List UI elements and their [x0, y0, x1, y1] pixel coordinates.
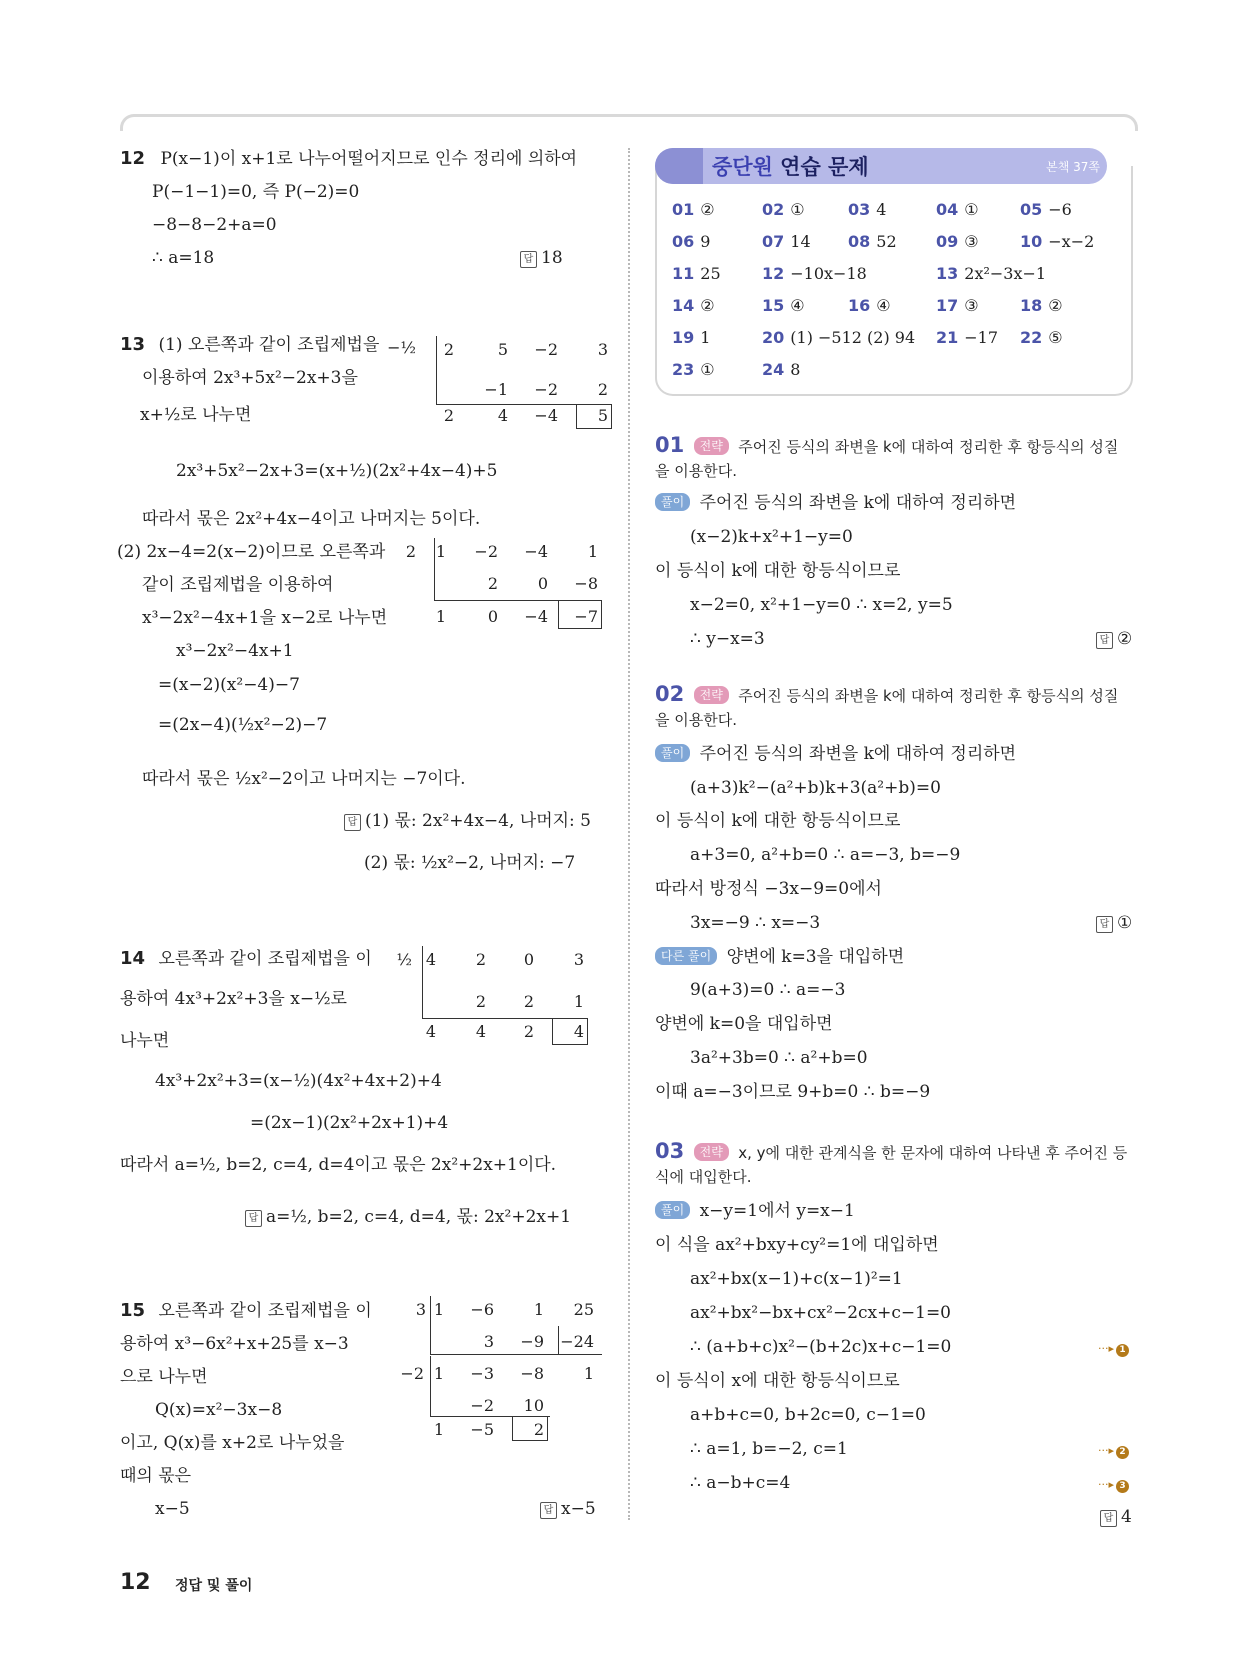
answer-item — [936, 232, 979, 251]
answer-item-number: 17 — [936, 296, 959, 315]
solution-line — [655, 1200, 855, 1222]
problem-15 — [120, 1300, 372, 1322]
text-line: 주어진 등식의 좌변을 k에 대하여 정리하면 — [699, 744, 1017, 764]
answer-mark-icon: 답 — [1100, 1510, 1117, 1527]
solution-number: 02 — [655, 682, 685, 706]
coef: 0 — [487, 607, 498, 626]
coef: 1 — [435, 542, 446, 561]
answer-item-value: ② — [1048, 296, 1063, 315]
answer-item-number: 21 — [936, 328, 959, 347]
answer-item-value: 2x²−3x−1 — [964, 264, 1047, 283]
coef: −24 — [560, 1332, 594, 1351]
problem-number: 13 — [120, 334, 146, 355]
answer-item-value: (1) −512 (2) 94 — [790, 328, 916, 347]
strategy-text: 주어진 등식의 좌변을 k에 대하여 정리한 후 항등식의 성질 — [738, 687, 1119, 705]
remainder: 5 — [597, 406, 608, 425]
answer-item-number: 06 — [672, 232, 695, 251]
answer-item-value: −17 — [964, 328, 999, 347]
equation: 2x³+5x²−2x+3=(x+½)(2x²+4x−4)+5 — [176, 461, 498, 481]
answer-item — [672, 264, 721, 283]
text-line: 때의 몫은 — [120, 1466, 192, 1486]
remainder: 2 — [533, 1420, 544, 1439]
section-title-b: 연습 문제 — [780, 155, 869, 179]
answer-item-value: ④ — [876, 296, 891, 315]
answer-item-number: 13 — [936, 264, 959, 283]
column-divider — [628, 148, 630, 1520]
coef: −4 — [534, 406, 558, 425]
strategy-text: x, y에 대한 관계식을 한 문자에 대하여 나타낸 후 주어진 등 — [738, 1144, 1128, 1162]
text-line: (1) 오른쪽과 같이 조립제법을 — [158, 335, 380, 355]
coef: −2 — [474, 542, 498, 561]
answer-item-number: 12 — [762, 264, 785, 283]
problem-number: 15 — [120, 1300, 146, 1321]
answer-item-value: ① — [964, 200, 979, 219]
coef: 2 — [475, 992, 486, 1011]
remainder: 4 — [573, 1022, 584, 1041]
coef: 0 — [523, 950, 534, 969]
text-line: 으로 나누면 — [120, 1367, 208, 1387]
alt-solution-line — [655, 946, 904, 968]
answer-item — [1020, 232, 1094, 251]
divisor: 3 — [415, 1300, 426, 1319]
coef: 2 — [523, 1022, 534, 1041]
text-line: x³−2x²−4x+1을 x−2로 나누면 — [142, 608, 388, 628]
answer-item-number: 16 — [848, 296, 871, 315]
answer-item-value: 1 — [700, 328, 711, 347]
equation: ax²+bx(x−1)+c(x−1)²=1 — [690, 1269, 903, 1289]
answer-badge — [1096, 912, 1132, 934]
coef: 3 — [483, 1332, 494, 1351]
solution-tag: 풀이 — [655, 744, 690, 762]
answer-item — [762, 296, 805, 315]
answer-mark-icon: 답 — [1096, 916, 1113, 933]
text-line: −8−8−2+a=0 — [152, 215, 277, 235]
answer-item-number: 04 — [936, 200, 959, 219]
coef: 0 — [537, 574, 548, 593]
coef: −2 — [534, 380, 558, 399]
answer-item — [672, 200, 715, 219]
answer-item-value: −10x−18 — [790, 264, 867, 283]
answer-item-number: 11 — [672, 264, 695, 283]
text-line: x+½로 나누면 — [140, 405, 252, 425]
equation: ∴ y−x=3 — [690, 629, 765, 649]
text-line: 같이 조립제법을 이용하여 — [142, 575, 334, 595]
alt-solution-tag: 다른 풀이 — [655, 947, 717, 965]
answer-item-value: −x−2 — [1048, 232, 1095, 251]
coef: 2 — [523, 992, 534, 1011]
answer-item — [762, 200, 805, 219]
coef: 1 — [433, 1420, 444, 1439]
text-line: 용하여 4x³+2x²+3을 x−½로 — [120, 989, 347, 1009]
coef: 1 — [587, 542, 598, 561]
answer-item — [848, 296, 891, 315]
answer-item — [1020, 200, 1072, 219]
strategy-text: 을 이용한다. — [655, 462, 737, 480]
answer-item-number: 23 — [672, 360, 695, 379]
coef: −1 — [484, 380, 508, 399]
text-line: 양변에 k=3을 대입하면 — [726, 947, 905, 967]
equation: 3a²+3b=0 ∴ a²+b=0 — [690, 1048, 868, 1068]
answer-item — [672, 360, 715, 379]
problem-12 — [120, 148, 577, 170]
answer-value: a=½, b=2, c=4, d=4, 몫: 2x²+2x+1 — [266, 1207, 572, 1227]
text-line: 양변에 k=0을 대입하면 — [655, 1014, 833, 1034]
answer-item — [672, 232, 710, 251]
answer-item — [1020, 328, 1063, 347]
strategy-tag: 전략 — [694, 686, 729, 704]
step-marker-number: 3 — [1116, 1480, 1129, 1493]
text-line: 주어진 등식의 좌변을 k에 대하여 정리하면 — [699, 493, 1017, 513]
coef: 2 — [443, 406, 454, 425]
coef: −8 — [574, 574, 598, 593]
answer-item — [936, 200, 979, 219]
equation: x³−2x²−4x+1 — [176, 641, 294, 661]
answer-item-number: 10 — [1020, 232, 1043, 251]
strategy-text: 을 이용한다. — [655, 711, 737, 729]
divisor: ½ — [396, 950, 412, 969]
equation: 9(a+3)=0 ∴ a=−3 — [690, 980, 846, 1000]
answer-item-value: 4 — [876, 200, 887, 219]
step-marker: ···▸ 3 — [1098, 1472, 1129, 1496]
equation: (a+3)k²−(a²+b)k+3(a²+b)=0 — [690, 778, 941, 798]
top-frame — [120, 114, 1138, 131]
answer-item-number: 15 — [762, 296, 785, 315]
coef: 1 — [533, 1300, 544, 1319]
text-line: P(x−1)이 x+1로 나누어떨어지므로 인수 정리에 의하여 — [160, 149, 578, 169]
answer-item-number: 09 — [936, 232, 959, 251]
solution-02-strategy — [655, 683, 1118, 707]
answer-badge — [520, 247, 563, 269]
textbook-reference: 본책 37쪽 — [1046, 160, 1100, 174]
answer-value: ① — [1117, 913, 1133, 933]
divisor: 2 — [405, 542, 416, 561]
coef: 2 — [487, 574, 498, 593]
answer-item-value: ① — [790, 200, 805, 219]
equation: =(2x−1)(2x²+2x+1)+4 — [250, 1113, 449, 1133]
answer-item-value: 14 — [790, 232, 811, 251]
equation: ax²+bx²−bx+cx²−2cx+c−1=0 — [690, 1303, 952, 1323]
remainder: −7 — [574, 607, 598, 626]
equation: ∴ a=1, b=−2, c=1 — [690, 1439, 848, 1459]
coef: 2 — [597, 380, 608, 399]
answer-item-number: 05 — [1020, 200, 1043, 219]
coef: 4 — [425, 950, 436, 969]
answer-item-number: 19 — [672, 328, 695, 347]
answer-item — [936, 328, 998, 347]
remainder: 1 — [583, 1364, 594, 1383]
equation: =(2x−4)(½x²−2)−7 — [158, 715, 328, 735]
coef: −6 — [470, 1300, 494, 1319]
problem-13 — [120, 334, 379, 356]
answer-mark-icon: 답 — [245, 1210, 262, 1227]
answer-item — [672, 296, 715, 315]
coef: −9 — [520, 1332, 544, 1351]
text-line: 따라서 몫은 ½x²−2이고 나머지는 −7이다. — [142, 769, 466, 789]
coef: 3 — [573, 950, 584, 969]
step-marker-number: 1 — [1116, 1344, 1129, 1357]
coef: 1 — [433, 1364, 444, 1383]
answer-item-value: ③ — [964, 296, 979, 315]
answer-item-value: ② — [700, 296, 715, 315]
answer-item-value: ④ — [790, 296, 805, 315]
answer-item-value: ⑤ — [1048, 328, 1063, 347]
answer-value: ② — [1117, 629, 1133, 649]
coef: 4 — [497, 406, 508, 425]
answer-item — [1020, 296, 1063, 315]
coef: −8 — [520, 1364, 544, 1383]
strategy-tag: 전략 — [694, 437, 729, 455]
answer-item — [848, 232, 897, 251]
answer-item — [936, 296, 979, 315]
coef: 2 — [443, 340, 454, 359]
section-header-tab — [655, 148, 703, 184]
answer-badge — [245, 1206, 571, 1228]
answer-item-number: 24 — [762, 360, 785, 379]
answer-item-number: 02 — [762, 200, 785, 219]
divisor: −½ — [387, 338, 416, 357]
text-line: (2) 2x−4=2(x−2)이므로 오른쪽과 — [117, 542, 386, 562]
answer-item-value: −6 — [1048, 200, 1072, 219]
solution-line — [655, 743, 1016, 765]
equation: 3x=−9 ∴ x=−3 — [690, 913, 821, 933]
solution-tag: 풀이 — [655, 1201, 690, 1219]
text-line: 따라서 a=½, b=2, c=4, d=4이고 몫은 2x²+2x+1이다. — [120, 1155, 557, 1175]
answer-item-value: ① — [700, 360, 715, 379]
text-line: P(−1−1)=0, 즉 P(−2)=0 — [152, 182, 360, 202]
answer-mark-icon: 답 — [344, 814, 361, 831]
answer-item-number: 08 — [848, 232, 871, 251]
answer-item — [762, 360, 800, 379]
equation: a+3=0, a²+b=0 ∴ a=−3, b=−9 — [690, 845, 961, 865]
strategy-text: 식에 대입한다. — [655, 1168, 752, 1186]
text-line: 이 등식이 k에 대한 항등식이므로 — [655, 811, 901, 831]
answer-value: (2) 몫: ½x²−2, 나머지: −7 — [364, 853, 576, 873]
coef: −4 — [524, 542, 548, 561]
answer-item-value: 9 — [700, 232, 711, 251]
section-title — [712, 151, 869, 181]
equation: x−5 — [155, 1499, 190, 1519]
section-title-a: 중단원 — [712, 155, 773, 179]
answer-item-value: ② — [700, 200, 715, 219]
text-line: 이때 a=−3이므로 9+b=0 ∴ b=−9 — [655, 1082, 931, 1102]
text-line: 이용하여 2x³+5x²−2x+3을 — [142, 368, 358, 388]
solution-03-strategy — [655, 1140, 1127, 1164]
answer-mark-icon: 답 — [1096, 632, 1113, 649]
answer-item-number: 20 — [762, 328, 785, 347]
solution-number: 01 — [655, 433, 685, 457]
step-marker: ···▸ 1 — [1098, 1336, 1129, 1360]
answer-badge — [344, 810, 591, 832]
equation: Q(x)=x²−3x−8 — [155, 1400, 283, 1420]
coef: −3 — [470, 1364, 494, 1383]
step-marker: ···▸ 2 — [1098, 1438, 1129, 1462]
text-line: 이 등식이 x에 대한 항등식이므로 — [655, 1371, 900, 1391]
answer-item — [936, 264, 1046, 283]
problem-number: 12 — [120, 148, 146, 169]
equation: ∴ (a+b+c)x²−(b+2c)x+c−1=0 — [690, 1337, 952, 1357]
text-line: 이 식을 ax²+bxy+cy²=1에 대입하면 — [655, 1235, 939, 1255]
answer-item — [672, 328, 710, 347]
answer-value: (1) 몫: 2x²+4x−4, 나머지: 5 — [365, 811, 591, 831]
text-line: 따라서 방정식 −3x−9=0에서 — [655, 879, 882, 899]
coef: 4 — [475, 1022, 486, 1041]
equation: a+b+c=0, b+2c=0, c−1=0 — [690, 1405, 926, 1425]
answer-value: 4 — [1121, 1507, 1132, 1527]
text-line: 오른쪽과 같이 조립제법을 이 — [158, 1301, 372, 1321]
footer-label: 정답 및 풀이 — [175, 1578, 253, 1594]
text-line: 오른쪽과 같이 조립제법을 이 — [158, 949, 372, 969]
coef: 3 — [597, 340, 608, 359]
answer-mark-icon: 답 — [520, 251, 537, 268]
coef: 1 — [573, 992, 584, 1011]
equation: =(x−2)(x²−4)−7 — [158, 675, 300, 695]
coef: −4 — [524, 607, 548, 626]
strategy-tag: 전략 — [694, 1143, 729, 1161]
answer-item-number: 18 — [1020, 296, 1043, 315]
coef: −2 — [534, 340, 558, 359]
text-line: 나누면 — [120, 1031, 170, 1051]
answer-badge — [1096, 628, 1132, 650]
answer-item-number: 22 — [1020, 328, 1043, 347]
problem-number: 14 — [120, 948, 146, 969]
solution-number: 03 — [655, 1139, 685, 1163]
answer-item — [762, 232, 811, 251]
text-line: 따라서 몫은 2x²+4x−4이고 나머지는 5이다. — [142, 509, 481, 529]
equation: ∴ a−b+c=4 — [690, 1473, 791, 1493]
answer-item-number: 07 — [762, 232, 785, 251]
answer-item-value: ③ — [964, 232, 979, 251]
solution-tag: 풀이 — [655, 493, 690, 511]
answer-item — [848, 200, 886, 219]
text-line: ∴ a=18 — [152, 248, 215, 268]
equation: 4x³+2x²+3=(x−½)(4x²+4x+2)+4 — [155, 1071, 442, 1091]
text-line: 이고, Q(x)를 x+2로 나누었을 — [120, 1433, 345, 1453]
equation: x−2=0, x²+1−y=0 ∴ x=2, y=5 — [690, 595, 953, 615]
page-number: 12 — [120, 1570, 151, 1595]
coef: 25 — [573, 1300, 594, 1319]
answer-item — [762, 264, 867, 283]
answer-badge — [540, 1498, 596, 1520]
solution-line — [655, 492, 1016, 514]
text-line: 용하여 x³−6x²+x+25를 x−3 — [120, 1334, 349, 1354]
answer-value: x−5 — [561, 1499, 596, 1519]
solution-01-strategy — [655, 434, 1118, 458]
answer-item — [762, 328, 915, 347]
coef: 5 — [497, 340, 508, 359]
text-line: x−y=1에서 y=x−1 — [699, 1201, 855, 1221]
coef: 1 — [433, 1300, 444, 1319]
divisor: −2 — [400, 1364, 424, 1383]
problem-14 — [120, 948, 372, 970]
answer-value: 18 — [541, 248, 563, 268]
step-marker-number: 2 — [1116, 1446, 1129, 1459]
coef: −2 — [470, 1396, 494, 1415]
coef: 4 — [425, 1022, 436, 1041]
coef: 1 — [435, 607, 446, 626]
answer-item-value: 25 — [700, 264, 721, 283]
strategy-text: 주어진 등식의 좌변을 k에 대하여 정리한 후 항등식의 성질 — [738, 438, 1119, 456]
answer-mark-icon: 답 — [540, 1502, 557, 1519]
equation: (x−2)k+x²+1−y=0 — [690, 527, 853, 547]
coef: 10 — [523, 1396, 544, 1415]
answer-item-number: 14 — [672, 296, 695, 315]
coef: 2 — [475, 950, 486, 969]
answer-item-value: 8 — [790, 360, 801, 379]
answer-item-number: 01 — [672, 200, 695, 219]
text-line: 이 등식이 k에 대한 항등식이므로 — [655, 561, 901, 581]
coef: −5 — [470, 1420, 494, 1439]
answer-item-number: 03 — [848, 200, 871, 219]
answer-badge — [1100, 1506, 1132, 1528]
answer-item-value: 52 — [876, 232, 897, 251]
